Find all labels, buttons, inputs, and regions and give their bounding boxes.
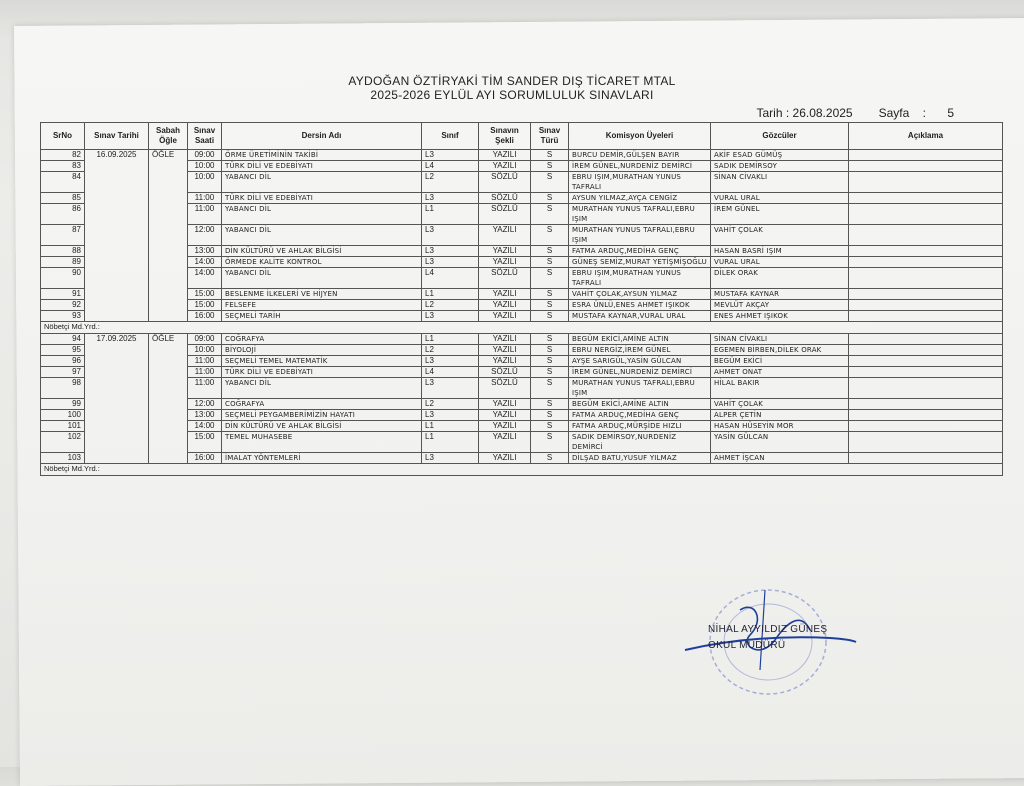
row-course: TÜRK DİLİ VE EDEBİYATI bbox=[222, 193, 422, 204]
row-proctor: AHMET ONAT bbox=[711, 367, 849, 378]
row-exam-type: S bbox=[531, 345, 569, 356]
row-course: YABANCI DİL bbox=[222, 172, 422, 193]
row-committee: DİLŞAD BATU,YUSUF YILMAZ bbox=[569, 453, 711, 464]
row-proctor: HASAN BASRİ IŞIM bbox=[711, 246, 849, 257]
row-note bbox=[849, 268, 1003, 289]
row-time: 13:00 bbox=[188, 410, 222, 421]
row-proctor: DİLEK ORAK bbox=[711, 268, 849, 289]
row-session: ÖĞLE bbox=[149, 150, 188, 161]
table-row bbox=[41, 367, 1003, 378]
duty-deputy-label: Nöbetçi Md.Yrd.: bbox=[41, 464, 1003, 476]
row-committee: BEGÜM EKİCİ,AMİNE ALTIN bbox=[569, 399, 711, 410]
row-session bbox=[149, 345, 188, 356]
row-exam-type: S bbox=[531, 367, 569, 378]
row-session bbox=[149, 172, 188, 193]
row-committee: MUSTAFA KAYNAR,VURAL URAL bbox=[569, 311, 711, 322]
col-komisyon: Komisyon Üyeleri bbox=[569, 123, 711, 150]
row-class: L1 bbox=[422, 432, 479, 453]
row-date bbox=[85, 378, 149, 399]
signature-stamp bbox=[680, 580, 860, 720]
row-note bbox=[849, 367, 1003, 378]
row-committee: İREM GÜNEL,NURDENİZ DEMİRCİ bbox=[569, 161, 711, 172]
table-row bbox=[41, 311, 1003, 322]
row-committee: MURATHAN YUNUS TAFRALI,EBRU IŞIM bbox=[569, 204, 711, 225]
row-class: L3 bbox=[422, 246, 479, 257]
row-course: SEÇMELİ TEMEL MATEMATİK bbox=[222, 356, 422, 367]
row-exam-form: SÖZLÜ bbox=[479, 378, 531, 399]
row-committee: AYSUN YILMAZ,AYÇA CENGİZ bbox=[569, 193, 711, 204]
row-time: 11:00 bbox=[188, 367, 222, 378]
row-course: TÜRK DİLİ VE EDEBİYATI bbox=[222, 161, 422, 172]
row-srno: 82 bbox=[41, 150, 85, 161]
row-date bbox=[85, 172, 149, 193]
row-date bbox=[85, 432, 149, 453]
row-committee: BURCU DEMİR,GÜLŞEN BAYIR bbox=[569, 150, 711, 161]
document-meta bbox=[757, 106, 955, 120]
table-row bbox=[41, 246, 1003, 257]
page-field bbox=[879, 106, 954, 120]
table-row bbox=[41, 300, 1003, 311]
row-srno: 98 bbox=[41, 378, 85, 399]
row-date bbox=[85, 300, 149, 311]
row-exam-form: SÖZLÜ bbox=[479, 204, 531, 225]
row-class: L2 bbox=[422, 399, 479, 410]
row-date bbox=[85, 225, 149, 246]
row-class: L3 bbox=[422, 150, 479, 161]
row-date bbox=[85, 356, 149, 367]
row-note bbox=[849, 334, 1003, 345]
row-course: YABANCI DİL bbox=[222, 225, 422, 246]
row-srno: 97 bbox=[41, 367, 85, 378]
table-row bbox=[41, 345, 1003, 356]
row-session bbox=[149, 311, 188, 322]
col-tur: Sınav Türü bbox=[531, 123, 569, 150]
table-row bbox=[41, 421, 1003, 432]
row-course: BESLENME İLKELERİ VE HİJYEN bbox=[222, 289, 422, 300]
row-course: YABANCI DİL bbox=[222, 204, 422, 225]
row-committee: SADIK DEMİRSOY,NURDENİZ DEMİRCİ bbox=[569, 432, 711, 453]
row-class: L1 bbox=[422, 289, 479, 300]
row-date bbox=[85, 257, 149, 268]
row-time: 15:00 bbox=[188, 432, 222, 453]
row-class: L2 bbox=[422, 300, 479, 311]
row-exam-form: SÖZLÜ bbox=[479, 193, 531, 204]
row-proctor: VURAL URAL bbox=[711, 193, 849, 204]
row-proctor: İREM GÜNEL bbox=[711, 204, 849, 225]
duty-deputy-label: Nöbetçi Md.Yrd.: bbox=[41, 322, 1003, 334]
table-row bbox=[41, 289, 1003, 300]
signer-role: OKUL MÜDÜRÜ bbox=[708, 640, 786, 651]
table-row bbox=[41, 334, 1003, 345]
row-srno: 96 bbox=[41, 356, 85, 367]
row-srno: 101 bbox=[41, 421, 85, 432]
row-note bbox=[849, 172, 1003, 193]
row-note bbox=[849, 150, 1003, 161]
row-proctor: ALPER ÇETİN bbox=[711, 410, 849, 421]
row-session bbox=[149, 378, 188, 399]
document-title: 2025-2026 EYLÜL AYI SORUMLULUK SINAVLARI bbox=[370, 88, 654, 102]
row-session bbox=[149, 453, 188, 464]
row-committee: FATMA ARDUÇ,MÜRŞİDE HIZLI bbox=[569, 421, 711, 432]
row-class: L3 bbox=[422, 225, 479, 246]
col-saat: Sınav Saati bbox=[188, 123, 222, 150]
duty-deputy-row bbox=[41, 322, 1003, 334]
row-proctor: MEVLÜT AKÇAY bbox=[711, 300, 849, 311]
row-course: DİN KÜLTÜRÜ VE AHLAK BİLGİSİ bbox=[222, 246, 422, 257]
row-session bbox=[149, 367, 188, 378]
row-committee: FATMA ARDUÇ,MEDİHA GENÇ bbox=[569, 246, 711, 257]
table-row bbox=[41, 356, 1003, 367]
row-course: COĞRAFYA bbox=[222, 399, 422, 410]
row-exam-form: YAZILI bbox=[479, 150, 531, 161]
row-date bbox=[85, 161, 149, 172]
row-date bbox=[85, 410, 149, 421]
date-value: : 26.08.2025 bbox=[785, 106, 853, 120]
row-exam-type: S bbox=[531, 378, 569, 399]
row-srno: 91 bbox=[41, 289, 85, 300]
table-row bbox=[41, 410, 1003, 421]
row-course: ÖRME ÜRETİMİNİN TAKİBİ bbox=[222, 150, 422, 161]
row-srno: 86 bbox=[41, 204, 85, 225]
row-note bbox=[849, 161, 1003, 172]
row-session bbox=[149, 161, 188, 172]
row-time: 10:00 bbox=[188, 172, 222, 193]
row-session bbox=[149, 356, 188, 367]
row-date bbox=[85, 204, 149, 225]
row-exam-form: YAZILI bbox=[479, 300, 531, 311]
row-srno: 99 bbox=[41, 399, 85, 410]
row-session bbox=[149, 421, 188, 432]
row-course: SEÇMELİ PEYGAMBERİMİZİN HAYATI bbox=[222, 410, 422, 421]
table-row bbox=[41, 432, 1003, 453]
row-note bbox=[849, 193, 1003, 204]
row-exam-form: YAZILI bbox=[479, 246, 531, 257]
row-course: İMALAT YÖNTEMLERİ bbox=[222, 453, 422, 464]
col-gozcu: Gözcüler bbox=[711, 123, 849, 150]
school-name: AYDOĞAN ÖZTİRYAKİ TİM SANDER DIŞ TİCARET MTAL bbox=[348, 74, 676, 88]
row-time: 13:00 bbox=[188, 246, 222, 257]
row-proctor: VAHİT ÇOLAK bbox=[711, 225, 849, 246]
row-committee: GÜNEŞ SEMİZ,MURAT YETİŞMİŞOĞLU bbox=[569, 257, 711, 268]
row-proctor: HİLAL BAKIR bbox=[711, 378, 849, 399]
table-row bbox=[41, 399, 1003, 410]
row-course: ÖRMEDE KALİTE KONTROL bbox=[222, 257, 422, 268]
row-srno: 90 bbox=[41, 268, 85, 289]
row-course: COĞRAFYA bbox=[222, 334, 422, 345]
row-note bbox=[849, 257, 1003, 268]
row-note bbox=[849, 345, 1003, 356]
row-exam-type: S bbox=[531, 334, 569, 345]
exam-schedule-table bbox=[40, 122, 1003, 476]
row-note bbox=[849, 246, 1003, 257]
col-sinif: Sınıf bbox=[422, 123, 479, 150]
row-committee: FATMA ARDUÇ,MEDİHA GENÇ bbox=[569, 410, 711, 421]
table-row bbox=[41, 257, 1003, 268]
row-course: TÜRK DİLİ VE EDEBİYATI bbox=[222, 367, 422, 378]
row-date bbox=[85, 345, 149, 356]
table-row bbox=[41, 378, 1003, 399]
row-session bbox=[149, 204, 188, 225]
col-srno: SrNo bbox=[41, 123, 85, 150]
row-class: L4 bbox=[422, 367, 479, 378]
row-exam-form: YAZILI bbox=[479, 289, 531, 300]
page-number: 5 bbox=[947, 106, 954, 120]
row-exam-type: S bbox=[531, 453, 569, 464]
table-row bbox=[41, 161, 1003, 172]
row-srno: 89 bbox=[41, 257, 85, 268]
row-time: 11:00 bbox=[188, 356, 222, 367]
row-class: L3 bbox=[422, 356, 479, 367]
row-exam-type: S bbox=[531, 311, 569, 322]
row-note bbox=[849, 204, 1003, 225]
row-exam-type: S bbox=[531, 161, 569, 172]
row-date bbox=[85, 193, 149, 204]
row-committee: İREM GÜNEL,NURDENİZ DEMİRCİ bbox=[569, 367, 711, 378]
row-time: 11:00 bbox=[188, 378, 222, 399]
row-note bbox=[849, 311, 1003, 322]
row-class: L2 bbox=[422, 345, 479, 356]
signer-name: NİHAL AYYILDIZ GÜNEŞ bbox=[708, 624, 828, 635]
row-exam-form: YAZILI bbox=[479, 311, 531, 322]
row-time: 12:00 bbox=[188, 399, 222, 410]
row-exam-type: S bbox=[531, 356, 569, 367]
row-exam-type: S bbox=[531, 300, 569, 311]
row-date bbox=[85, 289, 149, 300]
table-row bbox=[41, 204, 1003, 225]
row-exam-form: YAZILI bbox=[479, 453, 531, 464]
row-course: YABANCI DİL bbox=[222, 378, 422, 399]
row-committee: BEGÜM EKİCİ,AMİNE ALTIN bbox=[569, 334, 711, 345]
row-proctor: SİNAN CİVAKLI bbox=[711, 172, 849, 193]
row-exam-type: S bbox=[531, 225, 569, 246]
row-class: L1 bbox=[422, 421, 479, 432]
row-srno: 102 bbox=[41, 432, 85, 453]
row-committee: ESRA ÜNLÜ,ENES AHMET IŞIKOK bbox=[569, 300, 711, 311]
row-date: 16.09.2025 bbox=[85, 150, 149, 161]
row-proctor: HASAN HÜSEYİN MOR bbox=[711, 421, 849, 432]
row-proctor: EGEMEN BİRBEN,DİLEK ORAK bbox=[711, 345, 849, 356]
row-class: L2 bbox=[422, 172, 479, 193]
row-time: 10:00 bbox=[188, 345, 222, 356]
row-session bbox=[149, 300, 188, 311]
row-srno: 94 bbox=[41, 334, 85, 345]
row-class: L3 bbox=[422, 257, 479, 268]
row-session bbox=[149, 225, 188, 246]
row-date bbox=[85, 421, 149, 432]
date-field bbox=[757, 106, 853, 120]
row-note bbox=[849, 421, 1003, 432]
row-exam-form: YAZILI bbox=[479, 225, 531, 246]
row-time: 09:00 bbox=[188, 334, 222, 345]
row-proctor: ENES AHMET IŞIKOK bbox=[711, 311, 849, 322]
row-proctor: VURAL URAL bbox=[711, 257, 849, 268]
row-exam-type: S bbox=[531, 432, 569, 453]
row-exam-form: YAZILI bbox=[479, 410, 531, 421]
row-time: 09:00 bbox=[188, 150, 222, 161]
table-row bbox=[41, 225, 1003, 246]
row-exam-type: S bbox=[531, 421, 569, 432]
row-class: L3 bbox=[422, 410, 479, 421]
row-course: TEMEL MUHASEBE bbox=[222, 432, 422, 453]
row-class: L1 bbox=[422, 334, 479, 345]
row-course: BİYOLOJİ bbox=[222, 345, 422, 356]
row-note bbox=[849, 432, 1003, 453]
table-row bbox=[41, 193, 1003, 204]
row-srno: 103 bbox=[41, 453, 85, 464]
row-proctor: YASİN GÜLCAN bbox=[711, 432, 849, 453]
page-separator: : bbox=[922, 106, 926, 120]
row-exam-form: YAZILI bbox=[479, 334, 531, 345]
row-class: L4 bbox=[422, 161, 479, 172]
row-session bbox=[149, 257, 188, 268]
row-note bbox=[849, 356, 1003, 367]
row-srno: 85 bbox=[41, 193, 85, 204]
row-date bbox=[85, 246, 149, 257]
row-exam-type: S bbox=[531, 289, 569, 300]
row-time: 14:00 bbox=[188, 268, 222, 289]
row-note bbox=[849, 399, 1003, 410]
row-class: L3 bbox=[422, 378, 479, 399]
row-date bbox=[85, 367, 149, 378]
row-exam-type: S bbox=[531, 150, 569, 161]
row-session bbox=[149, 410, 188, 421]
row-proctor: AKİF ESAD GÜMÜŞ bbox=[711, 150, 849, 161]
row-time: 16:00 bbox=[188, 453, 222, 464]
col-sekil: Sınavın Şekli bbox=[479, 123, 531, 150]
row-proctor: BEGÜM EKİCİ bbox=[711, 356, 849, 367]
row-committee: EBRU IŞIM,MURATHAN YUNUS TAFRALI bbox=[569, 172, 711, 193]
row-srno: 83 bbox=[41, 161, 85, 172]
date-label: Tarih bbox=[756, 106, 783, 120]
duty-deputy-row bbox=[41, 464, 1003, 476]
row-note bbox=[849, 300, 1003, 311]
table-row bbox=[41, 453, 1003, 464]
row-time: 11:00 bbox=[188, 204, 222, 225]
table-row bbox=[41, 150, 1003, 161]
row-exam-form: YAZILI bbox=[479, 257, 531, 268]
row-srno: 87 bbox=[41, 225, 85, 246]
row-date: 17.09.2025 bbox=[85, 334, 149, 345]
row-time: 15:00 bbox=[188, 289, 222, 300]
row-session bbox=[149, 432, 188, 453]
row-exam-form: SÖZLÜ bbox=[479, 268, 531, 289]
row-exam-type: S bbox=[531, 399, 569, 410]
row-exam-type: S bbox=[531, 193, 569, 204]
page-label: Sayfa bbox=[878, 106, 910, 120]
row-srno: 93 bbox=[41, 311, 85, 322]
row-class: L3 bbox=[422, 453, 479, 464]
row-time: 16:00 bbox=[188, 311, 222, 322]
table-row bbox=[41, 172, 1003, 193]
col-sabah: Sabah Öğle bbox=[149, 123, 188, 150]
row-time: 11:00 bbox=[188, 193, 222, 204]
row-session bbox=[149, 246, 188, 257]
row-proctor: SİNAN CİVAKLI bbox=[711, 334, 849, 345]
row-exam-type: S bbox=[531, 172, 569, 193]
row-time: 12:00 bbox=[188, 225, 222, 246]
row-date bbox=[85, 453, 149, 464]
row-exam-type: S bbox=[531, 257, 569, 268]
row-date bbox=[85, 311, 149, 322]
row-time: 15:00 bbox=[188, 300, 222, 311]
col-ders: Dersin Adı bbox=[222, 123, 422, 150]
row-committee: EBRU NERGİZ,İREM GÜNEL bbox=[569, 345, 711, 356]
row-exam-form: YAZILI bbox=[479, 345, 531, 356]
row-session bbox=[149, 399, 188, 410]
row-exam-form: YAZILI bbox=[479, 432, 531, 453]
row-exam-form: YAZILI bbox=[479, 356, 531, 367]
row-note bbox=[849, 410, 1003, 421]
row-session bbox=[149, 268, 188, 289]
row-exam-form: SÖZLÜ bbox=[479, 172, 531, 193]
row-exam-type: S bbox=[531, 246, 569, 257]
row-committee: MURATHAN YUNUS TAFRALI,EBRU IŞIM bbox=[569, 378, 711, 399]
row-note bbox=[849, 378, 1003, 399]
row-date bbox=[85, 268, 149, 289]
row-srno: 100 bbox=[41, 410, 85, 421]
row-time: 10:00 bbox=[188, 161, 222, 172]
col-tarih: Sınav Tarihi bbox=[85, 123, 149, 150]
row-note bbox=[849, 289, 1003, 300]
row-committee: MURATHAN YUNUS TAFRALI,EBRU IŞIM bbox=[569, 225, 711, 246]
row-srno: 95 bbox=[41, 345, 85, 356]
row-proctor: VAHİT ÇOLAK bbox=[711, 399, 849, 410]
row-exam-type: S bbox=[531, 410, 569, 421]
row-proctor: MUSTAFA KAYNAR bbox=[711, 289, 849, 300]
row-committee: VAHİT ÇOLAK,AYSUN YILMAZ bbox=[569, 289, 711, 300]
col-aciklama: Açıklama bbox=[849, 123, 1003, 150]
row-exam-form: YAZILI bbox=[479, 399, 531, 410]
row-time: 14:00 bbox=[188, 421, 222, 432]
row-class: L1 bbox=[422, 204, 479, 225]
table-header-row bbox=[41, 123, 1003, 150]
row-note bbox=[849, 453, 1003, 464]
row-exam-form: YAZILI bbox=[479, 421, 531, 432]
row-proctor: SADIK DEMİRSOY bbox=[711, 161, 849, 172]
row-date bbox=[85, 399, 149, 410]
row-srno: 84 bbox=[41, 172, 85, 193]
row-exam-type: S bbox=[531, 204, 569, 225]
row-course: YABANCI DİL bbox=[222, 268, 422, 289]
row-course: DİN KÜLTÜRÜ VE AHLAK BİLGİSİ bbox=[222, 421, 422, 432]
row-class: L3 bbox=[422, 311, 479, 322]
row-proctor: AHMET İŞCAN bbox=[711, 453, 849, 464]
row-exam-type: S bbox=[531, 268, 569, 289]
row-class: L3 bbox=[422, 193, 479, 204]
row-committee: EBRU IŞIM,MURATHAN YUNUS TAFRALI bbox=[569, 268, 711, 289]
row-committee: AYŞE SARIGÜL,YASİN GÜLCAN bbox=[569, 356, 711, 367]
row-srno: 88 bbox=[41, 246, 85, 257]
row-session bbox=[149, 193, 188, 204]
row-note bbox=[849, 225, 1003, 246]
row-session bbox=[149, 289, 188, 300]
row-course: FELSEFE bbox=[222, 300, 422, 311]
table-row bbox=[41, 268, 1003, 289]
row-srno: 92 bbox=[41, 300, 85, 311]
row-class: L4 bbox=[422, 268, 479, 289]
row-exam-form: SÖZLÜ bbox=[479, 367, 531, 378]
row-session: ÖĞLE bbox=[149, 334, 188, 345]
row-course: SEÇMELİ TARİH bbox=[222, 311, 422, 322]
row-time: 14:00 bbox=[188, 257, 222, 268]
row-exam-form: YAZILI bbox=[479, 161, 531, 172]
